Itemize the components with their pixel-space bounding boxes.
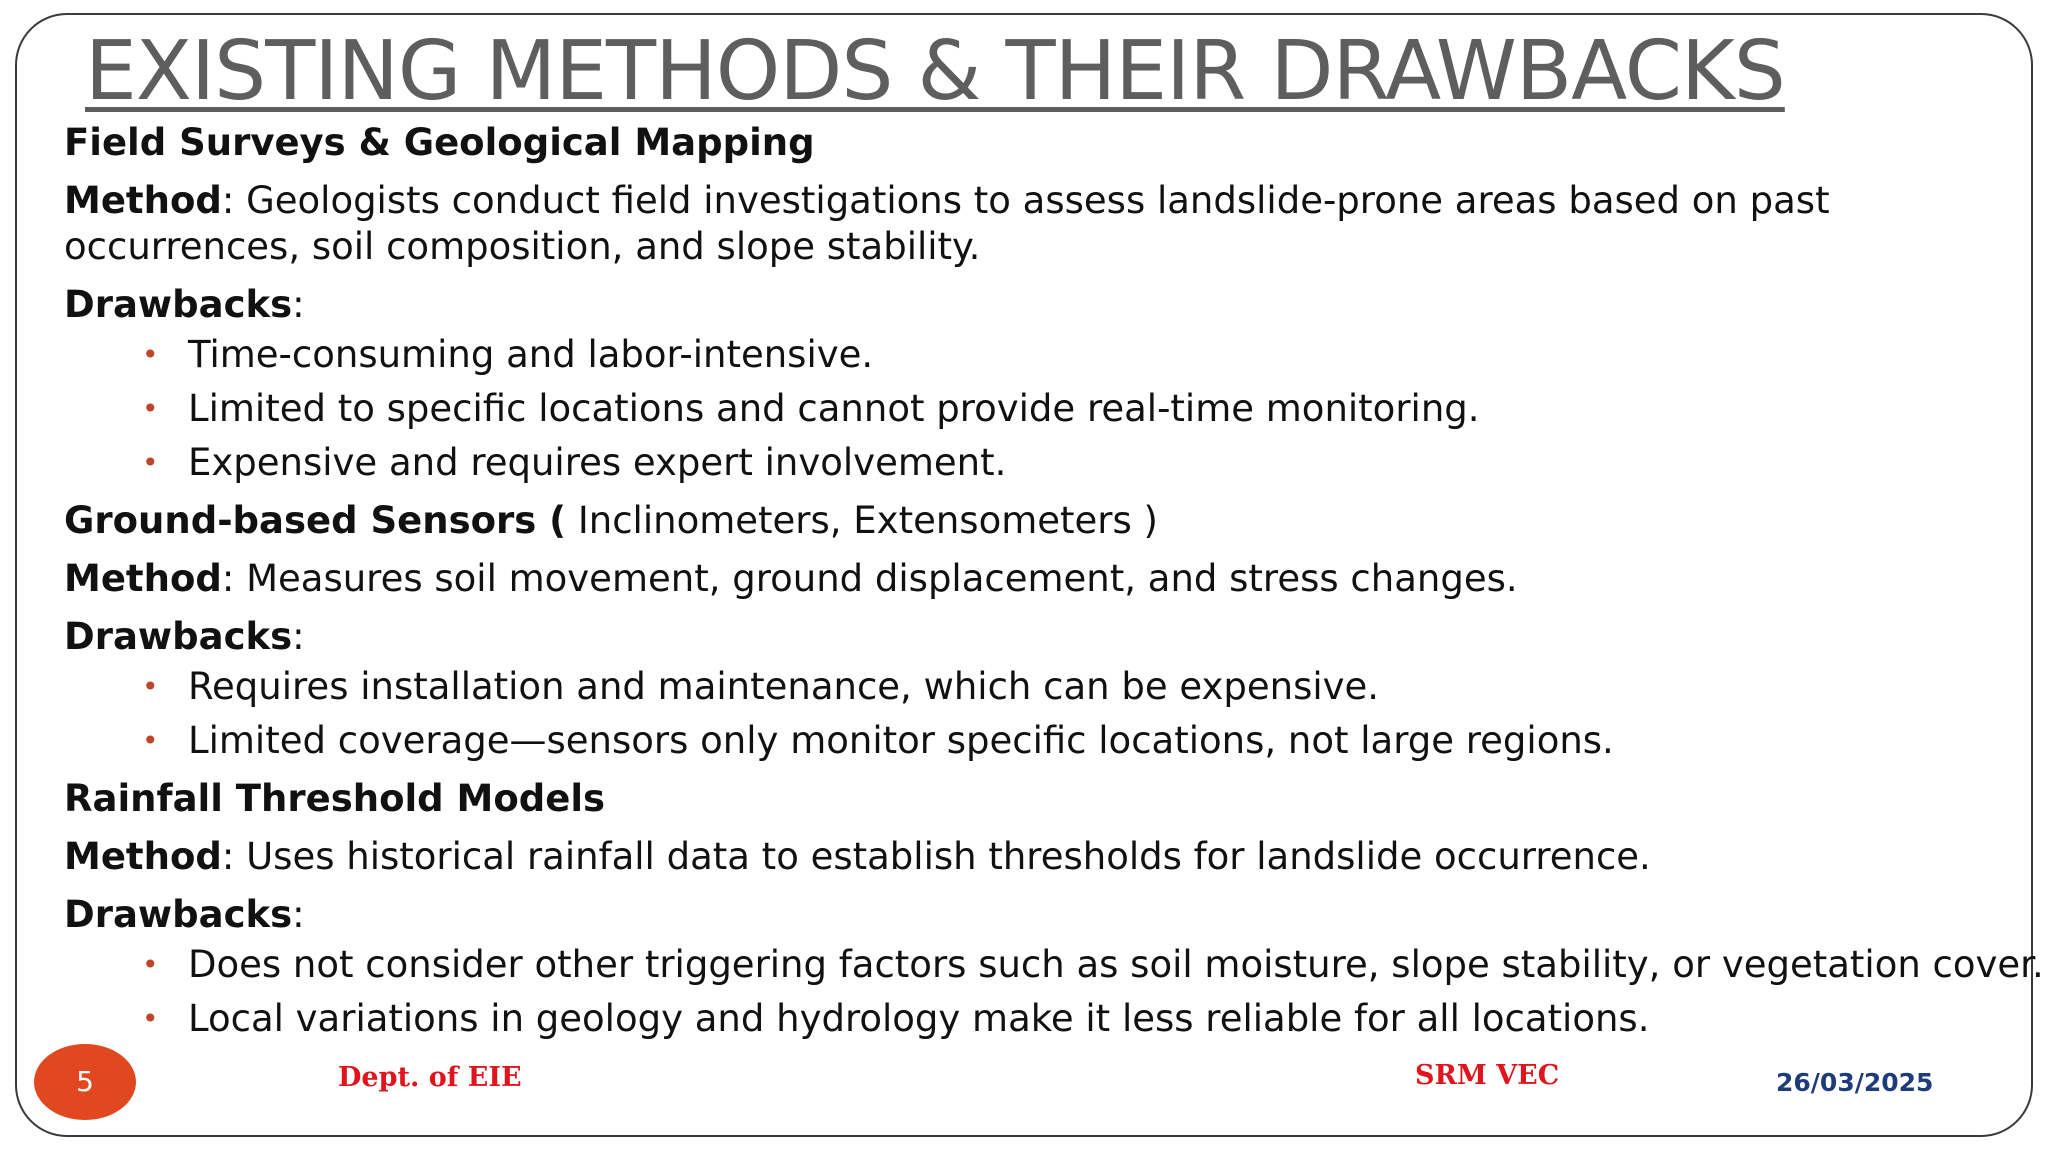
drawbacks-colon: : xyxy=(292,893,305,936)
bullet-icon: • xyxy=(142,670,159,703)
method-paragraph xyxy=(64,178,1994,270)
list-item-text: Time-consuming and labor-intensive. xyxy=(188,333,874,376)
list-item-text: Requires installation and maintenance, which can be expensive. xyxy=(188,665,1380,708)
drawbacks-colon: : xyxy=(292,283,305,326)
method-paragraph xyxy=(64,834,1994,880)
method-text: : Measures soil movement, ground displacement, and stress changes. xyxy=(221,557,1518,600)
drawbacks-label: Drawbacks xyxy=(64,615,293,658)
slide-content xyxy=(64,120,2044,1054)
list-item xyxy=(64,996,1994,1042)
list-item-text: Limited to specific locations and cannot provide real-time monitoring. xyxy=(188,387,1480,430)
drawbacks-list xyxy=(64,332,1994,486)
drawbacks-label-line xyxy=(64,892,1994,938)
list-item xyxy=(64,386,1994,432)
list-item xyxy=(64,718,1994,764)
list-item-text: Local variations in geology and hydrology make it less reliable for all locations. xyxy=(188,997,1650,1040)
drawbacks-list xyxy=(64,942,2044,1042)
bullet-icon: • xyxy=(142,392,159,425)
method-text: : Geologists conduct field investigations to assess landslide-prone areas based on past occurrences, soil composition, and slope stability. xyxy=(64,179,1830,268)
section-heading xyxy=(64,120,1994,166)
list-item-text: Expensive and requires expert involvement. xyxy=(188,441,1007,484)
list-item xyxy=(64,664,1994,710)
slide-title: EXISTING METHODS & THEIR DRAWBACKS xyxy=(85,24,1785,119)
bullet-icon: • xyxy=(142,1002,159,1035)
drawbacks-label-line xyxy=(64,614,1994,660)
method-label: Method xyxy=(64,835,222,878)
section-heading xyxy=(64,776,1994,822)
list-item xyxy=(64,942,2044,988)
list-item-text: Limited coverage—sensors only monitor specific locations, not large regions. xyxy=(188,719,1614,762)
list-item xyxy=(64,440,1994,486)
page-number-badge: 5 xyxy=(34,1044,136,1120)
drawbacks-label: Drawbacks xyxy=(64,893,293,936)
list-item xyxy=(64,332,1994,378)
footer-college: SRM VEC xyxy=(1415,1060,1560,1091)
section-heading-text: Ground-based Sensors ( xyxy=(64,499,567,542)
section-heading-text: Rainfall Threshold Models xyxy=(64,777,606,820)
bullet-icon: • xyxy=(142,948,159,981)
section-heading xyxy=(64,498,1994,544)
drawbacks-label: Drawbacks xyxy=(64,283,293,326)
section-heading-text: Field Surveys & Geological Mapping xyxy=(64,121,815,164)
list-item-text: Does not consider other triggering factors such as soil moisture, slope stability, or vegetation cover. xyxy=(188,943,2044,986)
drawbacks-label-line xyxy=(64,282,1994,328)
method-paragraph xyxy=(64,556,1994,602)
drawbacks-colon: : xyxy=(292,615,305,658)
bullet-icon: • xyxy=(142,446,159,479)
section-heading-suffix: Inclinometers, Extensometers ) xyxy=(566,499,1158,542)
bullet-icon: • xyxy=(142,724,159,757)
footer-date: 26/03/2025 xyxy=(1776,1068,1934,1097)
method-label: Method xyxy=(64,557,222,600)
footer-department: Dept. of EIE xyxy=(338,1062,522,1093)
method-text: : Uses historical rainfall data to establish thresholds for landslide occurrence. xyxy=(221,835,1651,878)
drawbacks-list xyxy=(64,664,1994,764)
bullet-icon: • xyxy=(142,338,159,371)
method-label: Method xyxy=(64,179,222,222)
